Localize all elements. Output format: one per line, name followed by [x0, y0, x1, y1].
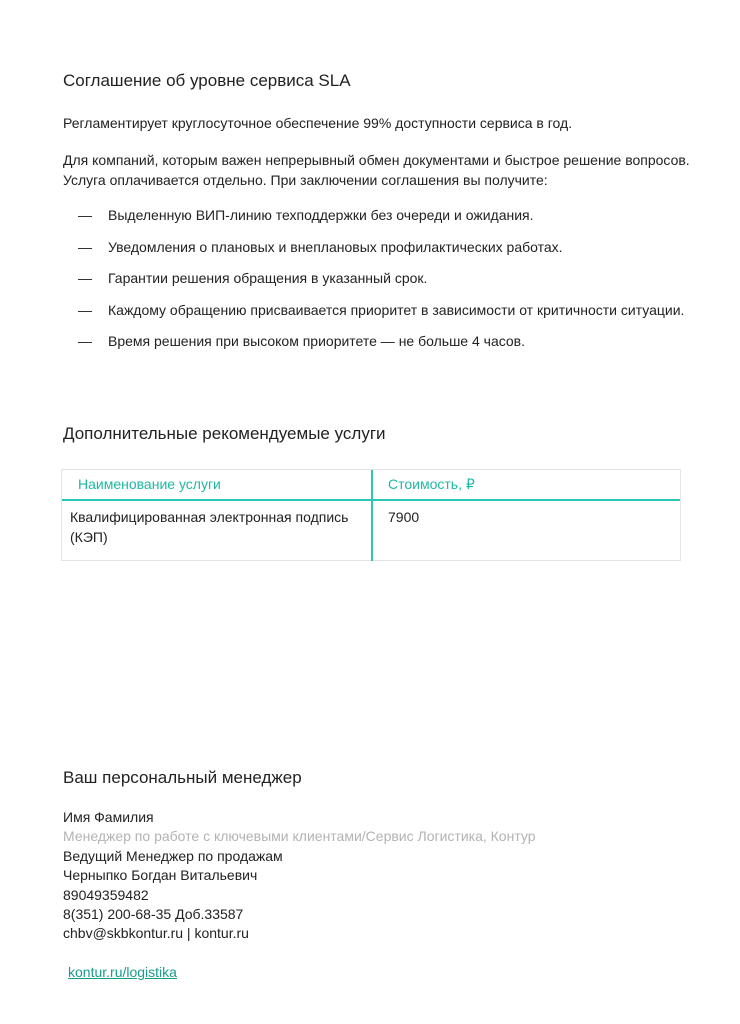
service-name-cell: [70, 507, 348, 547]
manager-email-site: chbv@skbkontur.ru | kontur.ru: [63, 925, 249, 942]
services-section-title: Дополнительные рекомендуемые услуги: [63, 424, 386, 443]
list-item-text: Время решения при высоком приоритете — не больше 4 часов.: [108, 333, 525, 349]
manager-section-title: Ваш персональный менеджер: [63, 768, 302, 787]
service-name-line: (КЭП): [70, 529, 108, 545]
column-header-name: Наименование услуги: [78, 476, 221, 492]
list-item-text: Каждому обращению присваивается приоритет в зависимости от критичности ситуации.: [108, 301, 685, 318]
manager-mobile-phone: 89049359482: [63, 886, 149, 903]
service-name-line: Квалифицированная электронная подпись: [70, 509, 349, 525]
dash-bullet-icon: —: [78, 333, 92, 349]
list-item-text: Уведомления о плановых и внеплановых профилактических работах.: [108, 238, 563, 255]
manager-full-name: Черныпко Богдан Витальевич: [63, 867, 258, 884]
kontur-logistika-link[interactable]: kontur.ru/logistika: [68, 964, 177, 980]
dash-bullet-icon: —: [78, 207, 92, 223]
sla-description-line: Для компаний, которым важен непрерывный обмен документами и быстрое решение вопросов.: [63, 152, 690, 168]
services-table: [61, 469, 681, 561]
column-divider: [371, 470, 373, 561]
sla-section-title: Соглашение об уровне сервиса SLA: [63, 71, 351, 90]
dash-bullet-icon: —: [78, 301, 92, 318]
sla-description: [63, 150, 703, 190]
list-item: [78, 205, 718, 225]
manager-office-phone: 8(351) 200-68-35 Доб.33587: [63, 906, 244, 923]
list-item: [78, 331, 718, 351]
manager-role-placeholder: Менеджер по работе с ключевыми клиентами/Сервис Логистика, Контур: [63, 828, 536, 845]
list-item: [78, 237, 718, 257]
dash-bullet-icon: —: [78, 238, 92, 255]
service-price-cell: 7900: [388, 509, 420, 525]
sla-description-line: Услуга оплачивается отдельно. При заключении соглашения вы получите:: [63, 172, 548, 188]
sla-intro-text: Регламентирует круглосуточное обеспечение 99% доступности сервиса в год.: [63, 115, 573, 131]
list-item-text: Выделенную ВИП-линию техподдержки без очереди и ожидания.: [108, 207, 534, 223]
manager-name-placeholder: Имя Фамилия: [63, 809, 154, 825]
manager-contact-block: [63, 808, 536, 944]
dash-bullet-icon: —: [78, 270, 92, 286]
column-header-price: Стоимость, ₽: [388, 476, 475, 492]
manager-position: Ведущий Менеджер по продажам: [63, 847, 283, 864]
list-item: [78, 268, 718, 288]
list-item: [78, 300, 718, 320]
sla-benefits-list: [78, 205, 718, 363]
list-item-text: Гарантии решения обращения в указанный срок.: [108, 270, 428, 286]
